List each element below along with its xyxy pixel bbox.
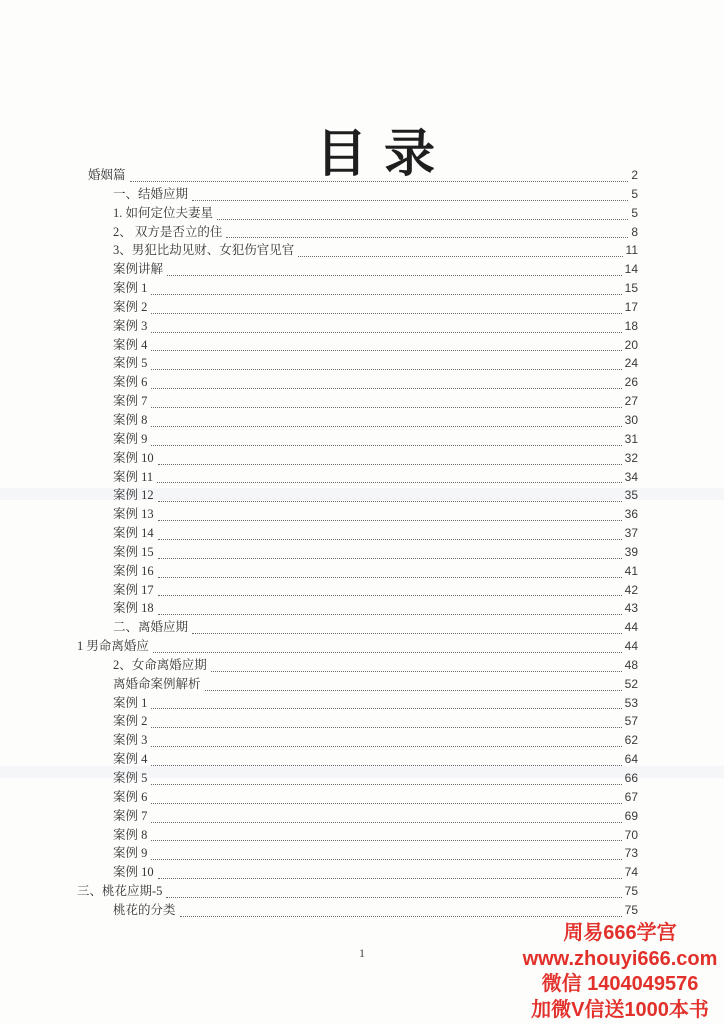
toc-entry	[88, 317, 638, 336]
toc-entry-label: 案例 13	[113, 507, 154, 522]
toc-entry-label: 案例 8	[113, 827, 148, 842]
dot-leader	[158, 449, 622, 465]
toc-page-number: 39	[624, 544, 638, 559]
watermark-line: www.zhouyi666.com	[522, 947, 718, 970]
dot-leader	[158, 524, 622, 540]
dot-leader	[130, 166, 629, 182]
dot-leader	[151, 694, 621, 710]
toc-entry-label: 案例 3	[113, 733, 148, 748]
watermark-line: 周易666学宫	[563, 922, 677, 944]
dot-leader	[158, 599, 622, 615]
toc-entry	[88, 807, 638, 826]
toc-entry-label: 案例 9	[113, 431, 148, 446]
toc-page-number: 34	[624, 469, 638, 484]
toc-entry-label: 案例 10	[113, 450, 154, 465]
toc-page-number: 75	[624, 902, 638, 917]
dot-leader	[151, 298, 621, 314]
toc-page-number: 8	[631, 224, 638, 239]
toc-entry	[88, 449, 638, 468]
toc-entry-label: 案例 7	[113, 808, 148, 823]
toc-page-number: 52	[624, 676, 638, 691]
toc-page-number: 30	[624, 412, 638, 427]
toc-entry	[88, 826, 638, 845]
toc-entry	[88, 260, 638, 279]
toc-entry-label: 1. 如何定位夫妻星	[113, 205, 214, 220]
toc-entry	[77, 882, 638, 901]
toc-entry	[88, 505, 638, 524]
watermark-line: 微信 1404049576	[541, 973, 699, 995]
dot-leader	[226, 223, 628, 239]
dot-leader	[158, 863, 622, 879]
dot-leader	[158, 543, 622, 559]
toc-entry	[88, 411, 638, 430]
dot-leader	[151, 430, 621, 446]
toc-entry-label: 案例 12	[113, 488, 154, 503]
watermark	[512, 921, 724, 1023]
toc-entry-label: 案例 17	[113, 582, 154, 597]
toc-entry	[88, 279, 638, 298]
toc-page-number: 37	[624, 526, 638, 541]
toc-entry	[88, 204, 638, 223]
toc-page-number: 73	[624, 846, 638, 861]
toc-list	[77, 166, 638, 920]
toc-page-number: 69	[624, 808, 638, 823]
page-number-footer: 1	[359, 948, 365, 960]
toc-entry-label: 案例 1	[113, 281, 148, 296]
dot-leader	[151, 392, 621, 408]
dot-leader	[151, 336, 621, 352]
dot-leader	[151, 844, 621, 860]
toc-page-number: 27	[624, 394, 638, 409]
dot-leader	[167, 260, 622, 276]
toc-entry	[88, 581, 638, 600]
toc-entry-label: 案例讲解	[113, 262, 164, 277]
toc-page-number: 20	[624, 337, 638, 352]
toc-entry-label: 案例 5	[113, 356, 148, 371]
dot-leader	[166, 882, 621, 898]
toc-entry	[88, 901, 638, 920]
toc-page-number: 35	[624, 488, 638, 503]
toc-entry-label: 1 男命离婚应	[77, 639, 149, 654]
toc-entry	[88, 336, 638, 355]
toc-entry	[88, 185, 638, 204]
toc-entry-label: 案例 9	[113, 846, 148, 861]
toc-entry	[88, 788, 638, 807]
toc-entry-label: 案例 5	[113, 771, 148, 785]
toc-entry-label: 案例 6	[113, 375, 148, 390]
toc-entry	[88, 373, 638, 392]
dot-leader	[158, 562, 622, 578]
toc-entry	[88, 543, 638, 562]
toc-entry	[88, 524, 638, 543]
toc-page-number: 5	[631, 186, 638, 201]
dot-leader	[217, 204, 628, 220]
toc-page-number: 17	[624, 299, 638, 314]
toc-entry	[88, 468, 638, 487]
dot-leader	[151, 769, 621, 785]
toc-page-number: 15	[624, 281, 638, 296]
toc-entry	[88, 731, 638, 750]
toc-entry-label: 案例 18	[113, 601, 154, 616]
toc-page-number: 5	[631, 205, 638, 220]
toc-entry-label: 离婚命案例解析	[113, 676, 201, 691]
toc-entry-label: 案例 1	[113, 695, 148, 710]
toc-entry	[88, 656, 638, 675]
toc-page-number: 75	[624, 884, 638, 899]
toc-entry-label: 婚姻篇	[88, 168, 126, 182]
dot-leader	[158, 505, 622, 521]
toc-entry-label: 案例 8	[113, 412, 148, 427]
toc-entry-label: 桃花的分类	[113, 902, 176, 917]
toc-entry-label: 三、桃花应期-5	[77, 884, 163, 899]
dot-leader	[192, 185, 628, 201]
dot-leader	[151, 317, 621, 333]
dot-leader	[151, 411, 621, 427]
toc-entry-label: 案例 7	[113, 394, 148, 409]
dot-leader	[151, 826, 621, 842]
dot-leader	[151, 731, 621, 747]
toc-entry-label: 案例 3	[113, 318, 148, 333]
toc-entry	[88, 241, 638, 260]
dot-leader	[151, 373, 621, 389]
dot-leader	[151, 279, 621, 295]
toc-page-number: 11	[625, 243, 638, 258]
dot-leader	[211, 656, 622, 672]
dot-leader	[151, 750, 621, 766]
toc-entry	[88, 354, 638, 373]
dot-leader	[151, 354, 621, 370]
toc-entry-label: 案例 11	[113, 469, 154, 484]
toc-entry-label: 案例 2	[113, 299, 148, 314]
toc-entry	[88, 430, 638, 449]
toc-entry-label: 案例 4	[113, 337, 148, 352]
toc-entry	[88, 863, 638, 882]
toc-entry-label: 2、女命离婚应期	[113, 657, 207, 672]
toc-entry	[88, 486, 638, 505]
toc-entry	[77, 637, 638, 656]
toc-entry	[88, 562, 638, 581]
dot-leader	[158, 581, 622, 597]
dot-leader	[153, 637, 622, 653]
toc-page-number: 32	[624, 450, 638, 465]
toc-entry	[88, 298, 638, 317]
toc-entry-label: 案例 14	[113, 526, 154, 541]
toc-entry-label: 3、男犯比劫见财、女犯伤官见官	[113, 243, 295, 258]
toc-entry	[88, 844, 638, 863]
toc-entry	[88, 599, 638, 618]
toc-page-number: 43	[624, 601, 638, 616]
toc-entry-label: 案例 15	[113, 544, 154, 559]
toc-page-number: 64	[624, 752, 638, 767]
toc-page-number: 2	[631, 168, 638, 182]
dot-leader	[158, 486, 622, 502]
dot-leader	[205, 675, 622, 691]
toc-entry-label: 案例 2	[113, 714, 148, 729]
page-title: 目录	[316, 127, 453, 184]
toc-entry-label: 案例 4	[113, 752, 148, 767]
dot-leader	[151, 712, 621, 728]
toc-entry-label: 案例 6	[113, 789, 148, 804]
toc-page-number: 74	[624, 865, 638, 880]
toc-entry	[88, 675, 638, 694]
toc-entry-label: 二、离婚应期	[113, 620, 189, 635]
toc-page-number: 48	[624, 657, 638, 672]
toc-entry-label: 案例 16	[113, 563, 154, 578]
toc-page-number: 57	[624, 714, 638, 729]
toc-page-number: 26	[624, 375, 638, 390]
toc-page-number: 53	[624, 695, 638, 710]
toc-page-number: 24	[624, 356, 638, 371]
toc-page-number: 44	[624, 620, 638, 635]
toc-page-number: 31	[624, 431, 638, 446]
watermark-line: 加微V信送1000本书	[531, 998, 709, 1021]
toc-page-number: 42	[624, 582, 638, 597]
toc-entry-label: 一、结婚应期	[113, 186, 189, 201]
dot-leader	[180, 901, 622, 917]
dot-leader	[157, 468, 621, 484]
toc-entry	[88, 618, 638, 637]
toc-page-number: 67	[624, 789, 638, 804]
toc-entry	[88, 223, 638, 242]
toc-page-number: 36	[624, 507, 638, 522]
toc-page-number: 66	[624, 771, 638, 785]
toc-page-number: 18	[624, 318, 638, 333]
toc-entry-label: 案例 10	[113, 865, 154, 880]
dot-leader	[298, 241, 622, 257]
toc-entry	[88, 392, 638, 411]
dot-leader	[151, 807, 621, 823]
toc-entry	[88, 166, 638, 185]
toc-entry	[88, 712, 638, 731]
toc-page-number: 41	[624, 563, 638, 578]
toc-entry	[88, 750, 638, 769]
toc-entry	[88, 769, 638, 788]
toc-page-number: 14	[624, 262, 638, 277]
dot-leader	[151, 788, 621, 804]
toc-entry-label: 2、 双方是否立的住	[113, 224, 223, 239]
dot-leader	[192, 618, 622, 634]
toc-page-number: 62	[624, 733, 638, 748]
toc-page-number: 70	[624, 827, 638, 842]
toc-page-number: 44	[624, 639, 638, 654]
toc-entry	[88, 694, 638, 713]
